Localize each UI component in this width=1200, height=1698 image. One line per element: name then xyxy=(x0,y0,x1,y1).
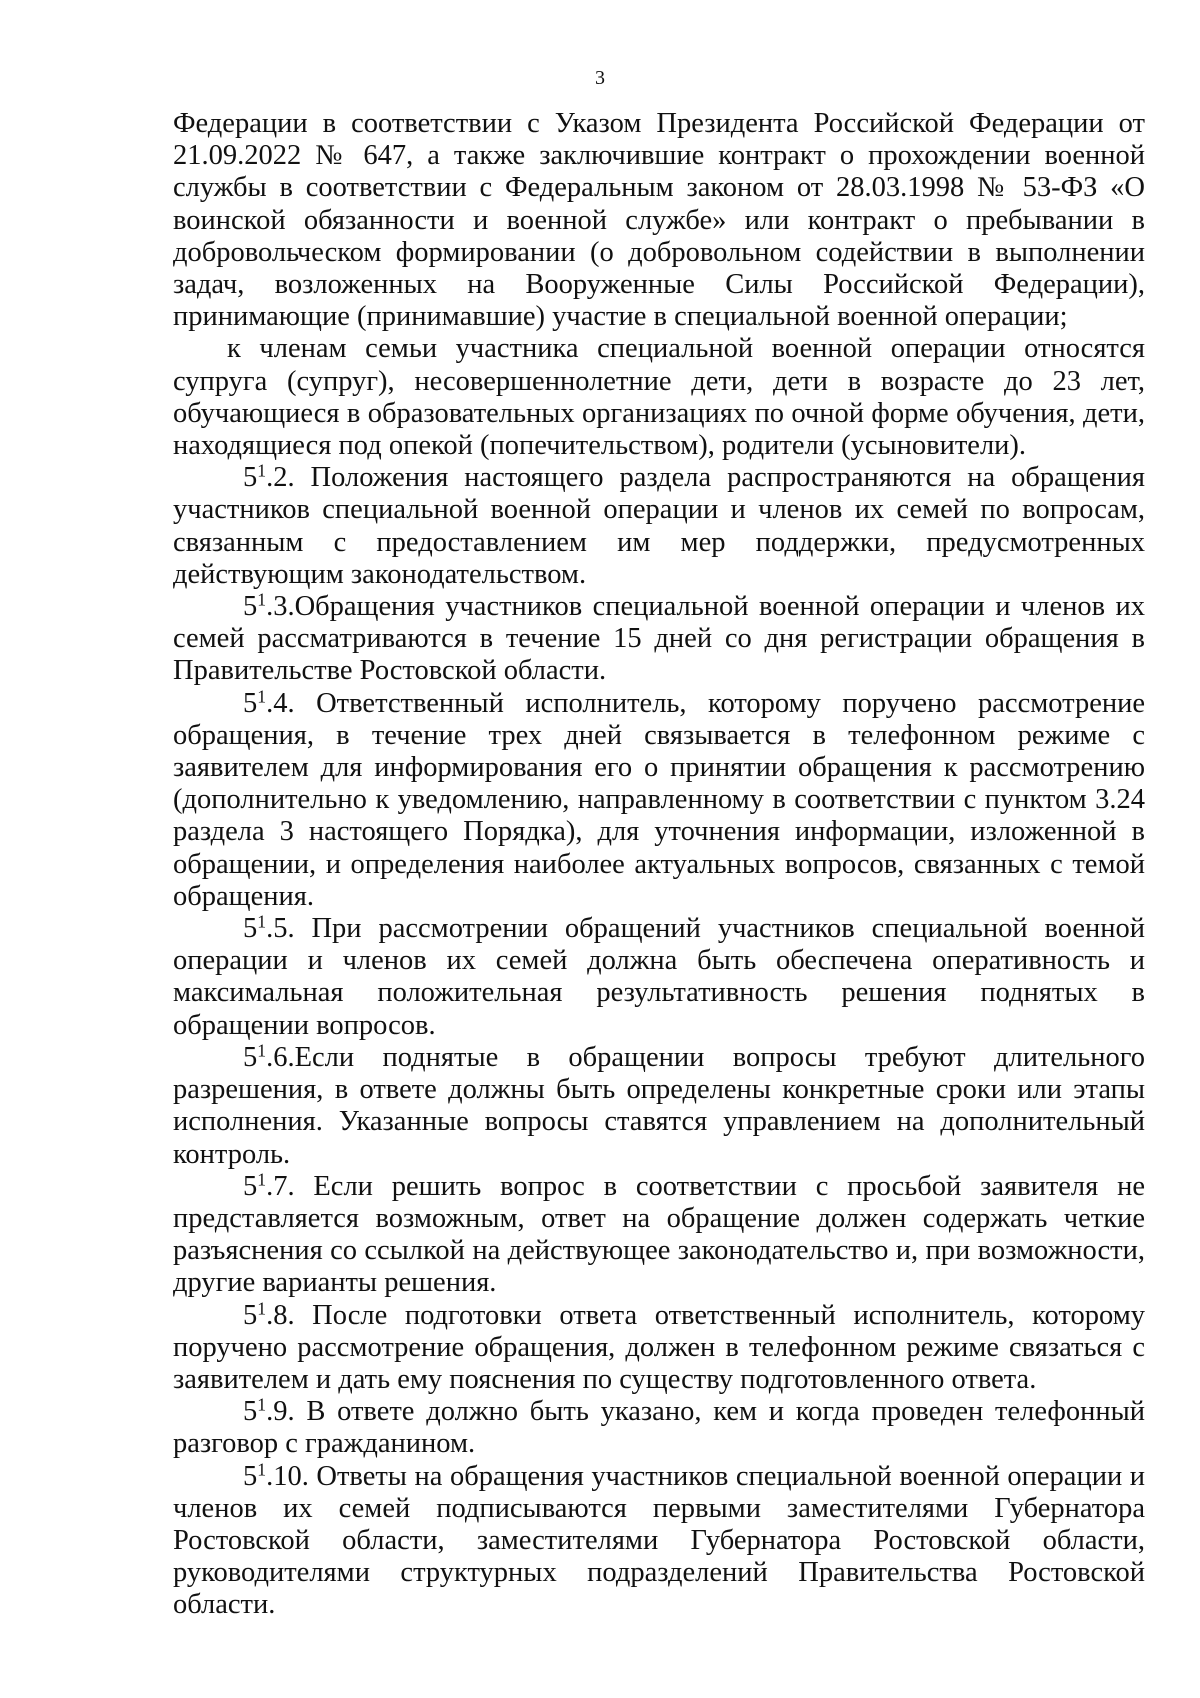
clause-number: 5 xyxy=(243,1460,258,1492)
clause-number: 5 xyxy=(243,591,258,623)
paragraph-5-1-8: $5^1.8$. После подготовки ответа ответственный исполнитель, которому поручено рассмотрение обращения, должен в телефонном режиме связаться с заявителем и дать ему пояснения по существу подготовленного ответа. xyxy=(173,1297,1145,1395)
paragraph-5-1-6: $5^1.6.Если$ поднятые в обращении вопросы требуют длительного разрешения, в ответе должны быть определены конкретные сроки или этапы исполнения. Указанные вопросы ставятся управлением на дополнительный контроль. xyxy=(173,1040,1145,1170)
paragraph-5-1-4: $5^1.4$. Ответственный исполнитель, которому поручено рассмотрение обращения, в течение трех дней связывается в телефонном режиме с заявителем для информирования его о принятии обращения к рассмотрению (дополнительно к уведомлению, направленному в соответствии с пунктом 3.24 раздела 3 настоящего Порядка), для уточнения информации, изложенной в обращении, и определения наиболее актуальных вопросов, связанных с темой обращения. xyxy=(173,685,1145,912)
paragraph-5-1-7: $5^1.7$. Если решить вопрос в соответствии с просьбой заявителя не представляется возможным, ответ на обращение должен содержать четкие разъяснения со ссылкой на действующее законодательство и, при возможности, другие варианты решения. xyxy=(173,1169,1145,1299)
clause-superscript: 1 xyxy=(257,1458,267,1479)
clause-number: 5 xyxy=(243,1396,258,1428)
clause-number: 5 xyxy=(243,1299,258,1331)
clause-superscript: 1 xyxy=(257,1297,267,1318)
paragraph-5-1-9: $5^1.9$. В ответе должно быть указано, кем и когда проведен телефонный разговор с гражданином. xyxy=(173,1394,1145,1460)
clause-superscript: 1 xyxy=(257,460,267,481)
clause-superscript: 1 xyxy=(257,1169,267,1189)
paragraph-family-members: к членам семьи участника специальной военной операции относятся супруга (супруг), несовершеннолетние дети, дети в возрасте до 23 лет, обучающиеся в образовательных организациях по очной форме обучения, дети, находящиеся под опекой (попечительством), родители (усыновители). xyxy=(173,333,1145,462)
clause-number: 5 xyxy=(243,1041,258,1073)
clause-superscript: 1 xyxy=(257,685,267,706)
body-text xyxy=(173,108,1145,1622)
paragraph-5-1-2: $5^1.2$. Положения настоящего раздела распространяются на обращения участников специальной военной операции и членов их семей по вопросам, связанным с предоставлением им мер поддержки, предусмотренных действующим законодательством. xyxy=(173,460,1145,590)
paragraph-continuation: Федерации в соответствии с Указом Президента Российской Федерации от 21.09.2022 № 647, а также заключившие контракт о прохождении военной службы в соответствии с Федеральным законом от 28.03.1998 № 53-ФЗ «О воинской обязанности и военной службе» или контракт о пребывании в добровольческом формировании (о добровольном содействии в выполнении задач, возложенных на Вооруженные Силы Российской Федерации), принимающие (принимавшие) участие в специальной военной операции; xyxy=(173,108,1145,333)
clause-number: 5 xyxy=(243,913,258,945)
clause-number: 5 xyxy=(243,1170,258,1202)
paragraph-5-1-3: $5^1.3.Обращения$ участников специальной военной операции и членов их семей рассматриваются в течение 15 дней со дня регистрации обращения в Правительстве Ростовской области. xyxy=(173,589,1145,687)
clause-superscript: 1 xyxy=(257,1040,267,1061)
clause-superscript: 1 xyxy=(257,589,267,610)
paragraph-5-1-10: $5^1.10$. Ответы на обращения участников специальной военной операции и членов их семей подписываются первыми заместителями Губернатора Ростовской области, заместителями Губернатора Ростовской области, руководителями структурных подразделений Правительства Ростовской области. xyxy=(173,1458,1145,1621)
clause-superscript: 1 xyxy=(257,1394,267,1415)
clause-number: 5 xyxy=(243,462,258,494)
clause-number: 5 xyxy=(243,687,258,719)
paragraph-5-1-5: $5^1.5$. При рассмотрении обращений участников специальной военной операции и членов их семей должна быть обеспечена оперативность и максимальная положительная результативность решения поднятых в обращении вопросов. xyxy=(173,911,1145,1041)
clause-superscript: 1 xyxy=(257,911,267,932)
page-number: 3 xyxy=(595,67,605,89)
